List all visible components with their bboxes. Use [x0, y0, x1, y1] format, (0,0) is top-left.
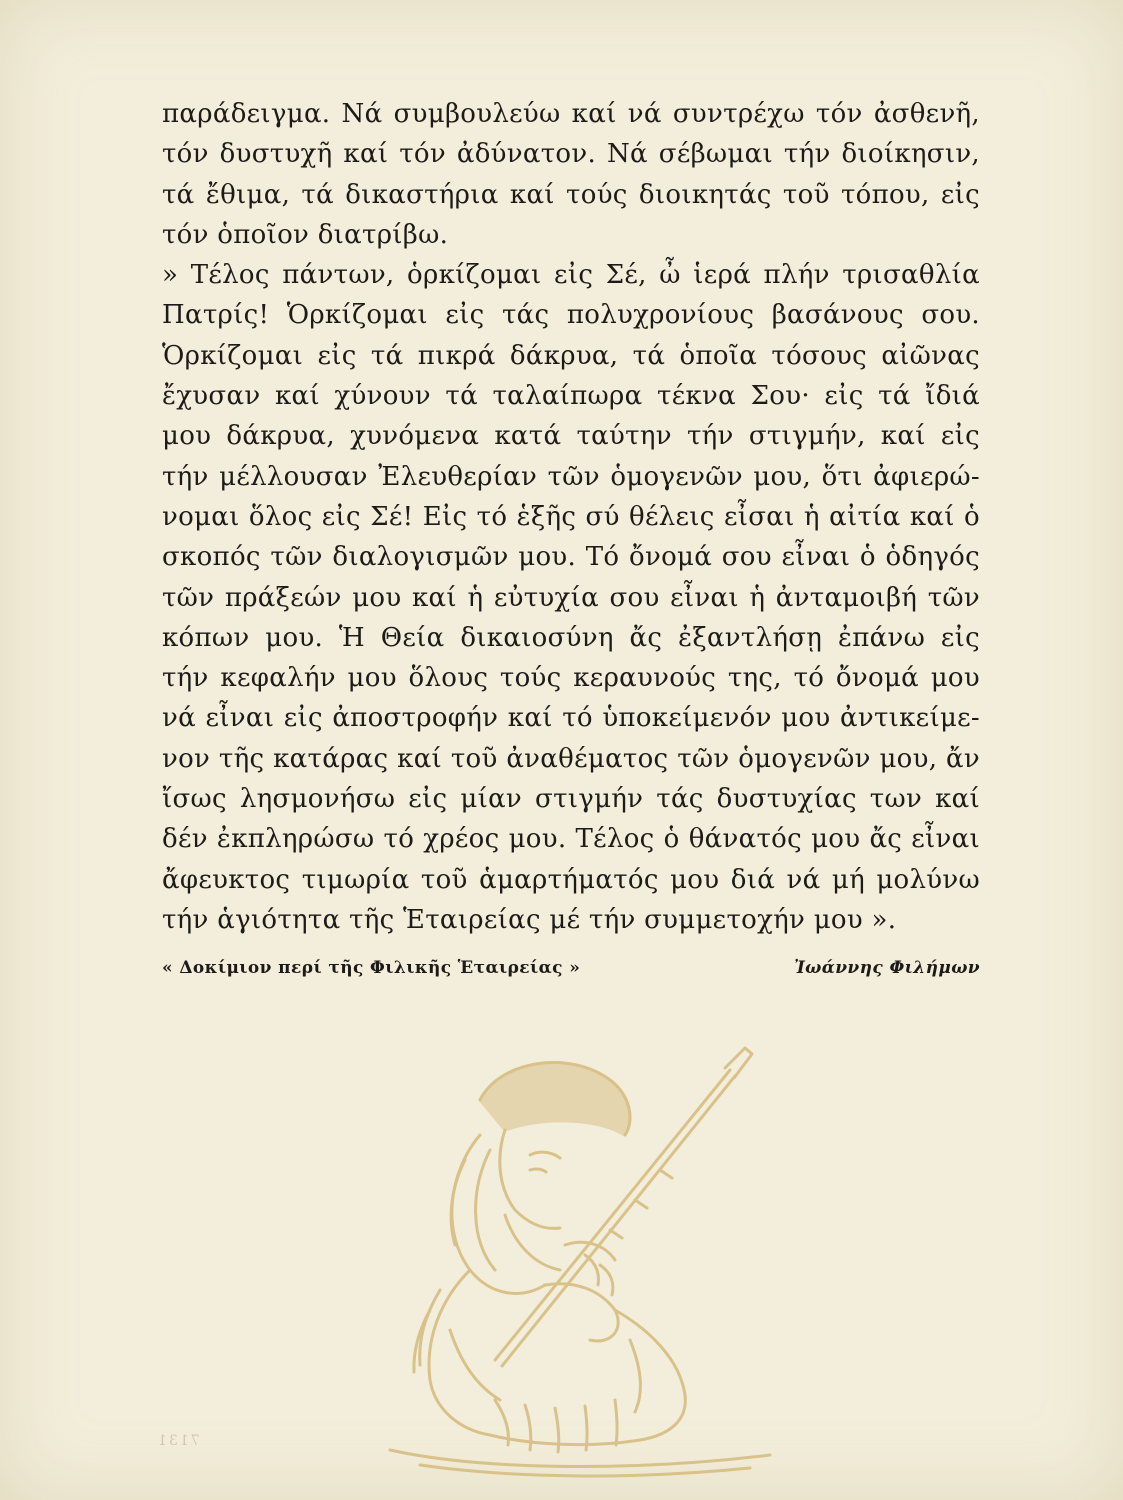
text-line: τήν κεφαλήν μου ὅλους τούς κεραυνούς της, τό ὄνομά μου — [162, 663, 980, 694]
text-line: κόπων μου. Ἡ Θεία δικαιοσύνη ἄς ἐξαντλήσῃ ἐπάνω εἰς — [162, 622, 980, 653]
bleed-through-marks: 7131 — [156, 1433, 200, 1449]
text-line: σκοπός τῶν διαλογισμῶν μου. Τό ὄνομά σου εἶναι ὁ ὁδηγός — [162, 542, 980, 573]
caption — [162, 958, 980, 988]
text-line: Ὁρκίζομαι εἰς τά πικρά δάκρυα, τά ὁποῖα τόσους αἰῶνας — [162, 340, 980, 371]
text-line: νον τῆς κατάρας καί τοῦ ἀναθέματος τῶν ὁμογενῶν μου, ἄν — [162, 743, 980, 774]
text-line: τά ἔθιμα, τά δικαστήρια καί τούς διοικητάς τοῦ τόπου, εἰς — [162, 179, 980, 210]
text-line: δέν ἐκπληρώσω τό χρέος μου. Τέλος ὁ θάνατός μου ἄς εἶναι — [162, 824, 980, 855]
text-line: » Τέλος πάντων, ὁρκίζομαι εἰς Σέ, ὦ ἱερά πλήν τρισαθλία — [162, 260, 980, 291]
fighter-illustration — [330, 1040, 780, 1480]
text-line: ἔχυσαν καί χύνουν τά ταλαίπωρα τέκνα Σου· εἰς τά ἴδιά — [162, 381, 980, 412]
oath-text — [162, 94, 980, 940]
text-line: τήν μέλλουσαν Ἐλευθερίαν τῶν ὁμογενῶν μου, ὅτι ἀφιερώ- — [162, 461, 980, 492]
text-line: τήν ἁγιότητα τῆς Ἑταιρείας μέ τήν συμμετοχήν μου ». — [162, 904, 897, 935]
caption-source: « Δοκίμιον περί τῆς Φιλικῆς Ἑταιρείας » — [162, 958, 581, 978]
text-line: ἄφευκτος τιμωρία τοῦ ἁμαρτήματός μου διά νά μή μολύνω — [162, 864, 980, 895]
text-line: παράδειγμα. Νά συμβουλεύω καί νά συντρέχω τόν ἀσθενῆ, — [162, 99, 980, 129]
text-line: μου δάκρυα, χυνόμενα κατά ταύτην τήν στιγμήν, καί εἰς — [162, 421, 980, 452]
caption-author: Ἰωάννης Φιλήμων — [794, 958, 980, 978]
text-line: τόν ὁποῖον διατρίβω. — [162, 219, 449, 250]
text-line: νά εἶναι εἰς ἀποστροφήν καί τό ὑποκείμενόν μου ἀντικείμε- — [162, 703, 980, 734]
text-line: Πατρίς! Ὁρκίζομαι εἰς τάς πολυχρονίους βασάνους σου. — [162, 300, 980, 331]
text-line: ἴσως λησμονήσω εἰς μίαν στιγμήν τάς δυστυχίας των καί — [162, 784, 980, 815]
text-line: τόν δυστυχῆ καί τόν ἀδύνατον. Νά σέβωμαι τήν διοίκησιν, — [162, 139, 980, 170]
text-line: τῶν πράξεών μου καί ἡ εὐτυχία σου εἶναι ἡ ἀνταμοιβή τῶν — [162, 582, 980, 613]
text-line: νομαι ὅλος εἰς Σέ! Εἰς τό ἑξῆς σύ θέλεις εἶσαι ἡ αἰτία καί ὁ — [162, 501, 980, 532]
